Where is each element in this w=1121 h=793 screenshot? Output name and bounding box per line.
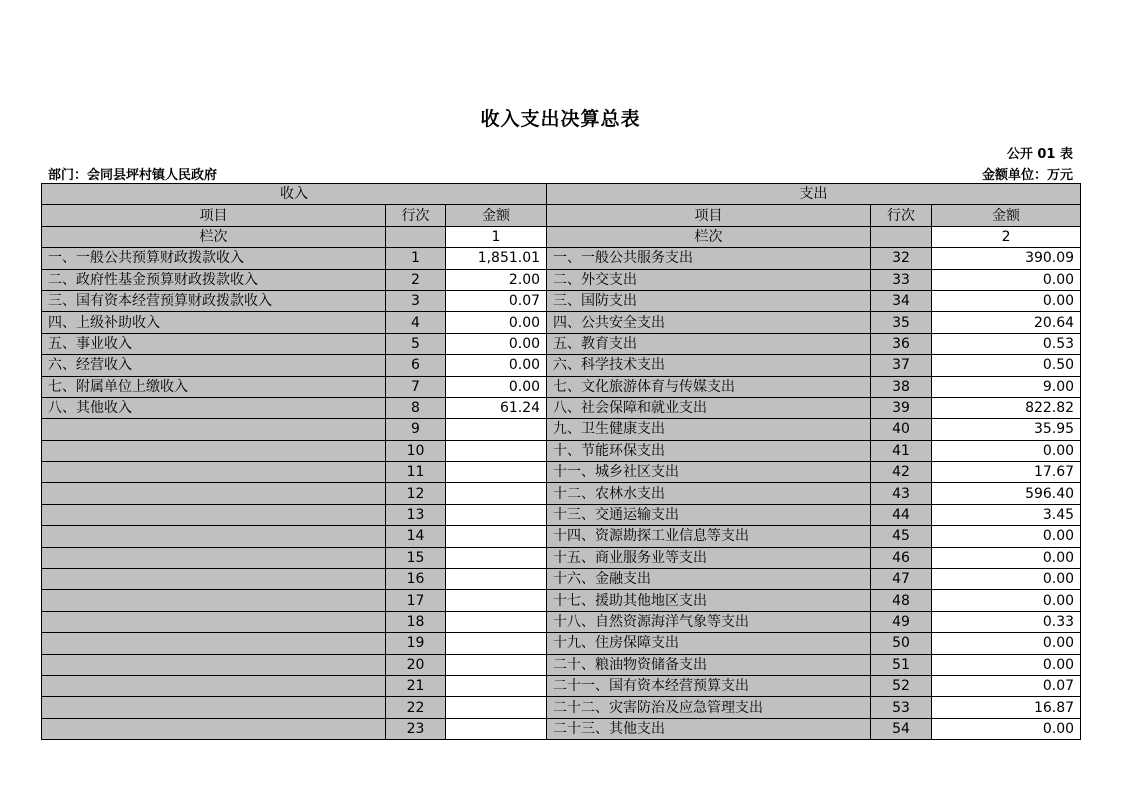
expense-row-no-cell: 33 (871, 269, 932, 290)
expense-row-no-cell: 45 (871, 526, 932, 547)
income-row-no-cell: 22 (386, 697, 446, 718)
income-amount-cell (446, 718, 547, 739)
expense-amount-cell: 0.00 (932, 590, 1081, 611)
income-item-cell (42, 718, 386, 739)
income-amount-cell (446, 654, 547, 675)
table-row (42, 355, 1081, 376)
expense-amount-cell: 0.00 (932, 290, 1081, 311)
income-amount-cell (446, 419, 547, 440)
income-item-cell (42, 504, 386, 525)
expense-row-no-cell: 51 (871, 654, 932, 675)
income-amount-cell (446, 590, 547, 611)
income-amount-cell: 0.00 (446, 376, 547, 397)
expense-row-no-cell: 52 (871, 675, 932, 696)
expense-amount-cell: 0.00 (932, 654, 1081, 675)
expense-amount-cell: 0.00 (932, 633, 1081, 654)
income-item-cell (42, 633, 386, 654)
income-row-no-cell: 2 (386, 269, 446, 290)
expense-amount-cell: 35.95 (932, 419, 1081, 440)
expense-amount-cell: 3.45 (932, 504, 1081, 525)
income-amount-cell (446, 483, 547, 504)
income-item-cell (42, 569, 386, 590)
table-row (42, 569, 1081, 590)
expense-item-cell: 六、科学技术支出 (547, 355, 871, 376)
expense-row-no-cell: 42 (871, 462, 932, 483)
income-amount-header: 金额 (446, 205, 547, 226)
income-amount-cell (446, 633, 547, 654)
income-item-header: 项目 (42, 205, 386, 226)
income-item-cell (42, 419, 386, 440)
income-row-no-cell: 17 (386, 590, 446, 611)
table-row (42, 697, 1081, 718)
income-item-cell (42, 590, 386, 611)
expense-amount-cell: 0.00 (932, 269, 1081, 290)
table-row (42, 462, 1081, 483)
expense-item-cell: 十一、城乡社区支出 (547, 462, 871, 483)
income-amount-cell (446, 526, 547, 547)
expense-item-cell: 七、文化旅游体育与传媒支出 (547, 376, 871, 397)
table-row (42, 397, 1081, 418)
income-amount-cell (446, 504, 547, 525)
expense-amount-cell: 0.00 (932, 547, 1081, 568)
table-row (42, 269, 1081, 290)
expense-amount-cell: 0.00 (932, 718, 1081, 739)
expense-item-cell: 二十三、其他支出 (547, 718, 871, 739)
income-column-number: 1 (446, 226, 547, 247)
expense-item-cell: 一、一般公共服务支出 (547, 248, 871, 269)
income-amount-cell (446, 611, 547, 632)
expense-amount-cell: 390.09 (932, 248, 1081, 269)
income-item-cell: 三、国有资本经营预算财政拨款收入 (42, 290, 386, 311)
expense-row-no-cell: 38 (871, 376, 932, 397)
income-amount-cell: 2.00 (446, 269, 547, 290)
header-row-sections (42, 184, 1081, 205)
expense-amount-cell: 17.67 (932, 462, 1081, 483)
income-row-no-cell: 14 (386, 526, 446, 547)
table-row (42, 654, 1081, 675)
income-amount-cell (446, 547, 547, 568)
expense-row-no-cell: 43 (871, 483, 932, 504)
header-row-column-numbers (42, 226, 1081, 247)
income-item-cell (42, 654, 386, 675)
income-row-no-cell: 10 (386, 440, 446, 461)
income-item-cell (42, 697, 386, 718)
income-row-no-blank (386, 226, 446, 247)
expense-row-no-cell: 48 (871, 590, 932, 611)
expense-column-number: 2 (932, 226, 1081, 247)
expense-amount-cell: 0.00 (932, 440, 1081, 461)
income-amount-cell: 0.00 (446, 355, 547, 376)
table-row (42, 504, 1081, 525)
income-row-no-cell: 8 (386, 397, 446, 418)
expense-item-header: 项目 (547, 205, 871, 226)
income-item-cell (42, 462, 386, 483)
income-item-cell: 八、其他收入 (42, 397, 386, 418)
expense-item-cell: 十九、住房保障支出 (547, 633, 871, 654)
expense-item-cell: 十、节能环保支出 (547, 440, 871, 461)
income-amount-cell: 0.00 (446, 333, 547, 354)
expense-item-cell: 二十二、灾害防治及应急管理支出 (547, 697, 871, 718)
income-amount-cell: 1,851.01 (446, 248, 547, 269)
table-row (42, 333, 1081, 354)
income-row-no-cell: 3 (386, 290, 446, 311)
income-item-cell: 五、事业收入 (42, 333, 386, 354)
expense-item-cell: 十二、农林水支出 (547, 483, 871, 504)
expense-amount-cell: 16.87 (932, 697, 1081, 718)
expense-amount-cell: 0.00 (932, 569, 1081, 590)
expense-amount-cell: 9.00 (932, 376, 1081, 397)
expense-row-no-cell: 40 (871, 419, 932, 440)
table-row (42, 290, 1081, 311)
income-item-cell: 六、经营收入 (42, 355, 386, 376)
expense-item-cell: 十七、援助其他地区支出 (547, 590, 871, 611)
income-item-cell: 四、上级补助收入 (42, 312, 386, 333)
expense-amount-cell: 0.00 (932, 526, 1081, 547)
department-label: 部门：会同县坪村镇人民政府 (48, 168, 218, 183)
income-item-cell (42, 526, 386, 547)
income-row-no-header: 行次 (386, 205, 446, 226)
income-item-cell (42, 611, 386, 632)
expense-item-cell: 十三、交通运输支出 (547, 504, 871, 525)
table-row (42, 419, 1081, 440)
expense-row-no-cell: 46 (871, 547, 932, 568)
income-row-no-cell: 9 (386, 419, 446, 440)
table-row (42, 312, 1081, 333)
income-expense-table (41, 183, 1081, 740)
amount-unit-label: 金额单位：万元 (981, 168, 1073, 183)
income-amount-cell (446, 675, 547, 696)
income-item-cell (42, 440, 386, 461)
table-row (42, 526, 1081, 547)
expense-row-no-cell: 36 (871, 333, 932, 354)
income-row-no-cell: 1 (386, 248, 446, 269)
income-amount-cell (446, 440, 547, 461)
expense-row-no-cell: 34 (871, 290, 932, 311)
income-row-no-cell: 20 (386, 654, 446, 675)
income-row-no-cell: 19 (386, 633, 446, 654)
expense-amount-cell: 20.64 (932, 312, 1081, 333)
expense-item-cell: 十五、商业服务业等支出 (547, 547, 871, 568)
expense-row-no-cell: 53 (871, 697, 932, 718)
expense-item-cell: 二、外交支出 (547, 269, 871, 290)
expense-item-cell: 二十、粮油物资储备支出 (547, 654, 871, 675)
income-section-header: 收入 (42, 184, 547, 205)
expense-amount-cell: 0.07 (932, 675, 1081, 696)
income-amount-cell (446, 462, 547, 483)
income-amount-cell: 0.07 (446, 290, 547, 311)
expense-row-no-cell: 49 (871, 611, 932, 632)
income-item-cell: 七、附属单位上缴收入 (42, 376, 386, 397)
income-row-no-cell: 7 (386, 376, 446, 397)
table-row (42, 376, 1081, 397)
expense-amount-cell: 822.82 (932, 397, 1081, 418)
expense-amount-header: 金额 (932, 205, 1081, 226)
income-row-no-cell: 18 (386, 611, 446, 632)
table-row (42, 590, 1081, 611)
income-amount-cell: 0.00 (446, 312, 547, 333)
expense-row-no-cell: 54 (871, 718, 932, 739)
income-amount-cell: 61.24 (446, 397, 547, 418)
table-row (42, 483, 1081, 504)
income-row-no-cell: 6 (386, 355, 446, 376)
table-row (42, 633, 1081, 654)
income-item-cell (42, 675, 386, 696)
expense-row-no-cell: 32 (871, 248, 932, 269)
table-row (42, 718, 1081, 739)
income-row-no-cell: 16 (386, 569, 446, 590)
income-row-no-cell: 4 (386, 312, 446, 333)
income-row-no-cell: 21 (386, 675, 446, 696)
expense-row-no-cell: 35 (871, 312, 932, 333)
income-amount-cell (446, 697, 547, 718)
expense-item-cell: 二十一、国有资本经营预算支出 (547, 675, 871, 696)
income-row-no-cell: 13 (386, 504, 446, 525)
expense-column-label: 栏次 (547, 226, 871, 247)
expense-item-cell: 十四、资源勘探工业信息等支出 (547, 526, 871, 547)
expense-row-no-cell: 41 (871, 440, 932, 461)
expense-amount-cell: 0.50 (932, 355, 1081, 376)
income-item-cell (42, 483, 386, 504)
expense-amount-cell: 0.33 (932, 611, 1081, 632)
income-row-no-cell: 12 (386, 483, 446, 504)
expense-row-no-cell: 37 (871, 355, 932, 376)
table-row (42, 675, 1081, 696)
expense-section-header: 支出 (547, 184, 1081, 205)
expense-item-cell: 四、公共安全支出 (547, 312, 871, 333)
expense-row-no-blank (871, 226, 932, 247)
table-row (42, 248, 1081, 269)
expense-row-no-header: 行次 (871, 205, 932, 226)
expense-amount-cell: 596.40 (932, 483, 1081, 504)
expense-amount-cell: 0.53 (932, 333, 1081, 354)
expense-item-cell: 五、教育支出 (547, 333, 871, 354)
expense-row-no-cell: 50 (871, 633, 932, 654)
expense-item-cell: 三、国防支出 (547, 290, 871, 311)
expense-row-no-cell: 47 (871, 569, 932, 590)
expense-item-cell: 十八、自然资源海洋气象等支出 (547, 611, 871, 632)
income-row-no-cell: 5 (386, 333, 446, 354)
income-item-cell: 一、一般公共预算财政拨款收入 (42, 248, 386, 269)
expense-row-no-cell: 44 (871, 504, 932, 525)
page-title: 收入支出决算总表 (480, 108, 641, 130)
income-row-no-cell: 15 (386, 547, 446, 568)
table-number: 公开 01 表 (1006, 147, 1073, 162)
table-row (42, 547, 1081, 568)
expense-item-cell: 十六、金融支出 (547, 569, 871, 590)
income-amount-cell (446, 569, 547, 590)
table-row (42, 440, 1081, 461)
income-item-cell (42, 547, 386, 568)
income-row-no-cell: 11 (386, 462, 446, 483)
header-row-columns (42, 205, 1081, 226)
income-item-cell: 二、政府性基金预算财政拨款收入 (42, 269, 386, 290)
expense-row-no-cell: 39 (871, 397, 932, 418)
expense-item-cell: 九、卫生健康支出 (547, 419, 871, 440)
income-row-no-cell: 23 (386, 718, 446, 739)
table-row (42, 611, 1081, 632)
income-column-label: 栏次 (42, 226, 386, 247)
expense-item-cell: 八、社会保障和就业支出 (547, 397, 871, 418)
